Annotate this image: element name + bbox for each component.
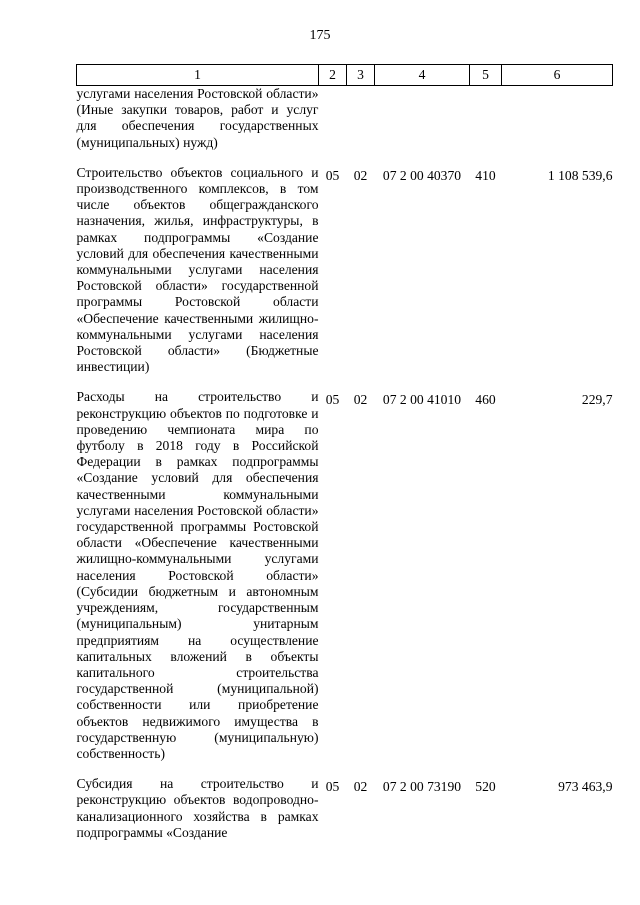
row-section [319, 86, 347, 165]
column-header: 5 [470, 65, 502, 86]
table-header-row [77, 65, 613, 86]
row-description: Субсидия на строительство и реконструкцию объектов водопроводно-канализационного хозяйства в рамках подпрограммы «Создание [76, 776, 319, 840]
row-target-code [375, 86, 470, 165]
row-target-code: 07 2 00 73190 [382, 779, 462, 795]
row-description: Строительство объектов социального и производственного комплексов, в том числе объектов общегражданского назначения, жилья, инфраструктуры, в рамках подпрограммы «Создание условий для обеспечения качественными коммунальными услугами населения Ростовской области» государственной программы Ростовской области «Обеспечение качественными жилищно-коммунальными услугами населения Ростовской области» (Бюджетные инвестиции) [76, 164, 319, 375]
row-expense-type: 520 [475, 779, 496, 795]
row-description: услугами населения Ростовской области» (Иные закупки товаров, работ и услуг для обеспечения государственных (муниципальных) нужд) [76, 86, 319, 150]
row-subsection: 02 [353, 167, 368, 183]
row-target-code: 07 2 00 40370 [382, 167, 462, 183]
table-row [77, 776, 613, 841]
row-amount: 1 108 539,6 [547, 167, 613, 183]
row-target-code: 07 2 00 41010 [382, 392, 462, 408]
column-header: 1 [77, 65, 319, 86]
table-row [77, 389, 613, 776]
row-expense-type: 410 [475, 167, 496, 183]
table-row [77, 86, 613, 165]
row-section: 05 [325, 167, 340, 183]
column-header: 3 [347, 65, 375, 86]
row-subsection: 02 [353, 392, 368, 408]
table-row [77, 165, 613, 390]
page-number: 175 [309, 28, 331, 43]
row-expense-type: 460 [475, 392, 496, 408]
column-header: 4 [375, 65, 470, 86]
row-amount: 229,7 [581, 392, 613, 408]
row-subsection: 02 [353, 779, 368, 795]
column-header: 6 [502, 65, 613, 86]
budget-table [76, 64, 613, 841]
row-subsection [347, 86, 375, 165]
row-section: 05 [325, 392, 340, 408]
row-description: Расходы на строительство и реконструкцию объектов по подготовке и проведению чемпионата мира по футболу в 2018 году в Российской Федерации в рамках подпрограммы «Создание условий для обеспечения качественными коммунальными услугами населения Ростовской области» государственной программы Ростовской области «Обеспечение качественными жилищно-коммунальными услугами населения Ростовской области» (Субсидии бюджетным и автономным учреждениям, государственным (муниципальным) унитарным предприятиям на осуществление капитальных вложений в объекты капитального строительства государственной (муниципальной) собственности или приобретение объектов недвижимого имущества в государственную (муниципальную) собственность) [76, 389, 319, 761]
row-expense-type [470, 86, 502, 165]
row-amount: 973 463,9 [558, 779, 613, 795]
row-section: 05 [325, 779, 340, 795]
column-header: 2 [319, 65, 347, 86]
row-amount [502, 86, 613, 165]
